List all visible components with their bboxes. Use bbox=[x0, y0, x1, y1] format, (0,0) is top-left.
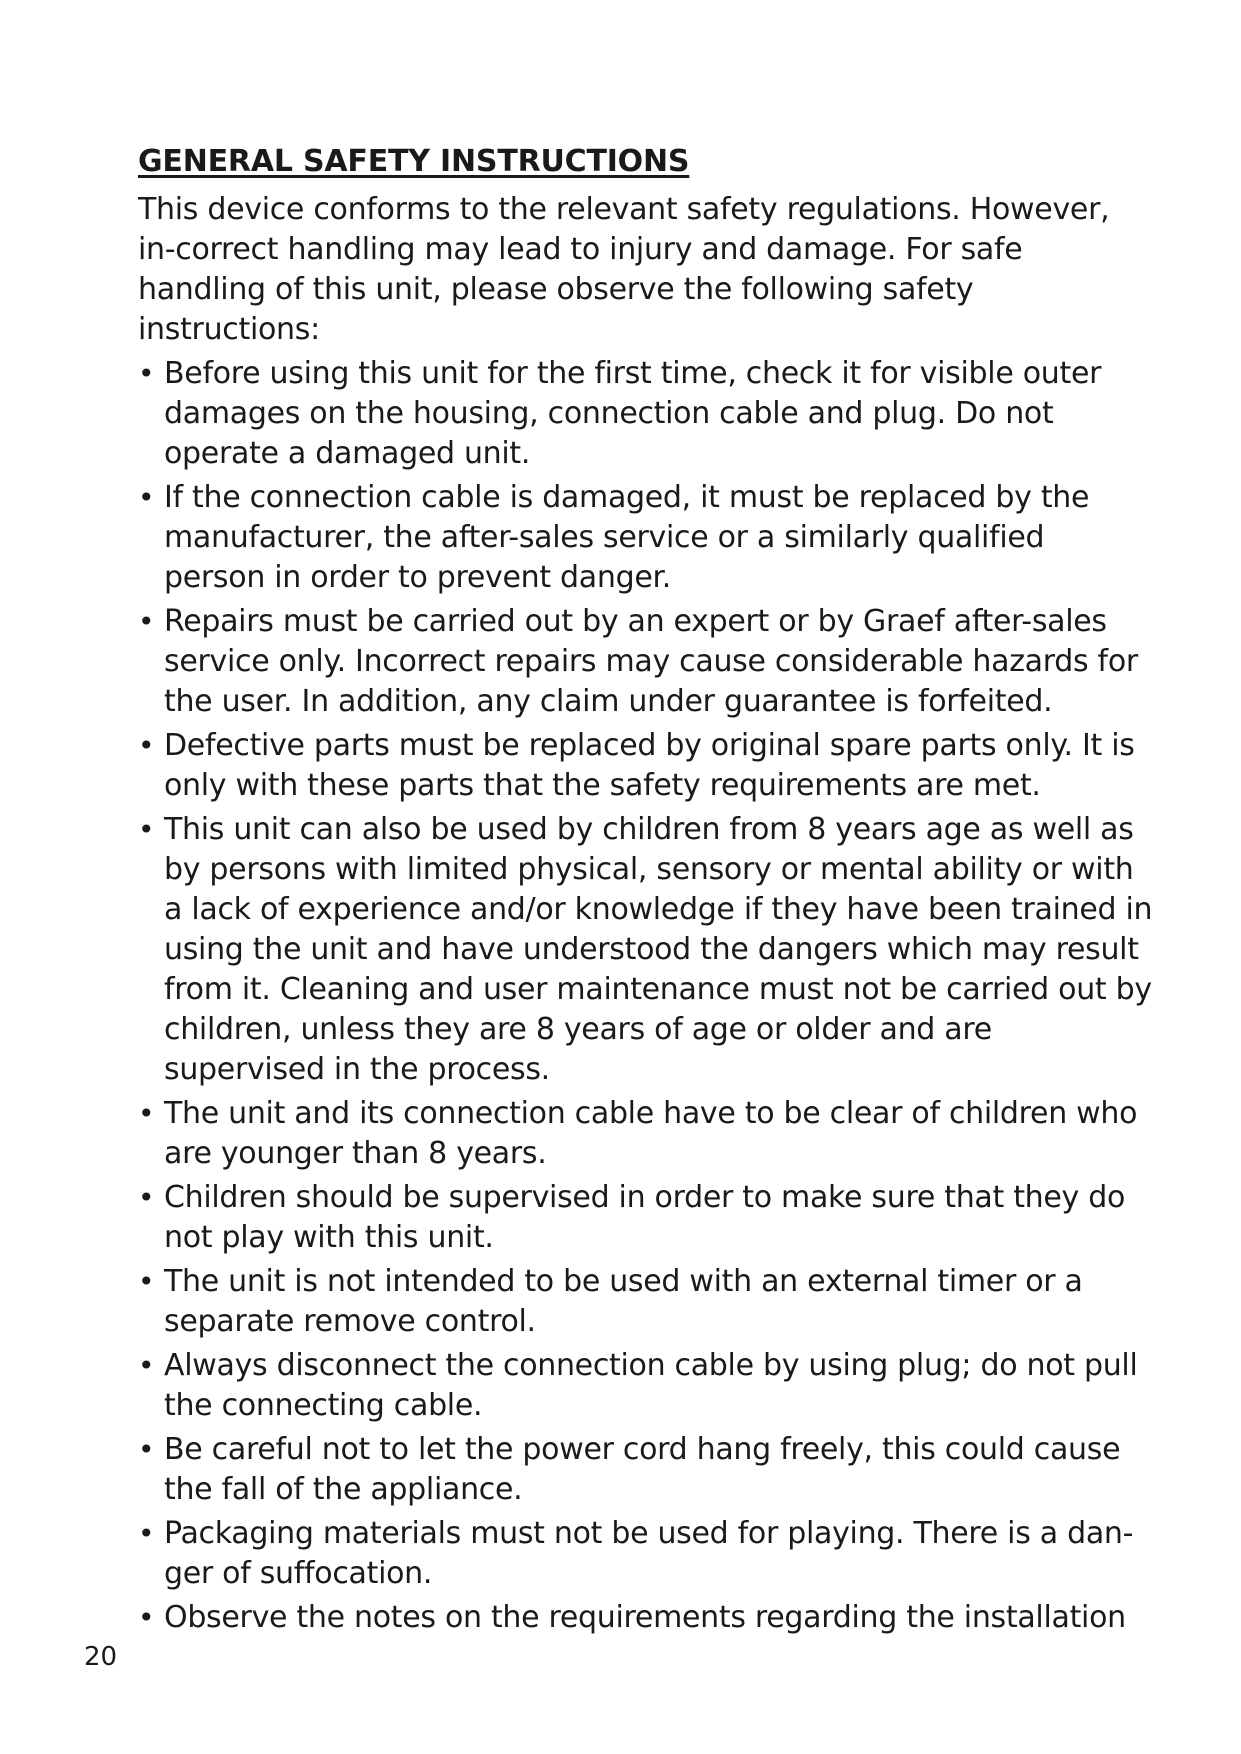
list-item-text: Repairs must be carried out by an expert or by Graef after-sales service only. Incorrect repairs may cause considerable hazards for the user. In addition, any claim under guarantee is forfeited. bbox=[164, 604, 1138, 719]
list-item-text: The unit and its connection cable have to be clear of children who are younger than 8 years. bbox=[164, 1096, 1138, 1171]
list-item bbox=[138, 1598, 1154, 1638]
bullet-icon: • bbox=[138, 1601, 155, 1634]
list-item-text: Defective parts must be replaced by original spare parts only. It is only with these parts that the safety requirements are met. bbox=[164, 728, 1135, 803]
list-item bbox=[138, 354, 1154, 474]
list-item bbox=[138, 602, 1154, 722]
list-item bbox=[138, 810, 1154, 1090]
list-item-text: Before using this unit for the first time, check it for visible outer damages on the housing, connection cable and plug. Do not operate a damaged unit. bbox=[164, 356, 1102, 471]
list-item-text: Be careful not to let the power cord hang freely, this could cause the fall of the appliance. bbox=[164, 1432, 1121, 1507]
bullet-icon: • bbox=[138, 1517, 155, 1550]
safety-instructions-list bbox=[138, 354, 1153, 1638]
list-item bbox=[138, 478, 1154, 598]
page-number: 20 bbox=[84, 1642, 118, 1672]
list-item bbox=[138, 1430, 1154, 1510]
list-item-text: The unit is not intended to be used with an external timer or a separate remove control. bbox=[164, 1264, 1083, 1339]
section-title: GENERAL SAFETY INSTRUCTIONS bbox=[138, 144, 690, 179]
bullet-icon: • bbox=[138, 481, 155, 514]
list-item-text: Children should be supervised in order to make sure that they do not play with this unit. bbox=[164, 1180, 1126, 1255]
list-item-text: This unit can also be used by children from 8 years age as well as by persons with limited physical, sensory or mental ability or with a lack of experience and/or knowledge if they have been trained in using the unit and have understood the dangers which may result from it. Cleaning and user maintenance must not be carried out by children, unless they are 8 years of age or older and are supervised in the process. bbox=[164, 812, 1153, 1087]
bullet-icon: • bbox=[138, 1265, 155, 1298]
bullet-icon: • bbox=[138, 1181, 155, 1214]
bullet-icon: • bbox=[138, 1097, 155, 1130]
list-item bbox=[138, 1094, 1154, 1174]
intro-paragraph: This device conforms to the relevant safety regulations. However, in-correct handling may lead to injury and damage. For safe handling of this unit, please observe the following safety instructions: bbox=[138, 192, 1110, 347]
bullet-icon: • bbox=[138, 1349, 155, 1382]
page-content bbox=[138, 140, 1153, 1642]
list-item bbox=[138, 1178, 1154, 1258]
list-item bbox=[138, 726, 1154, 806]
bullet-icon: • bbox=[138, 1433, 155, 1466]
list-item-text: If the connection cable is damaged, it must be replaced by the manufacturer, the after-sales service or a similarly qualified person in order to prevent danger. bbox=[164, 480, 1090, 595]
bullet-icon: • bbox=[138, 605, 155, 638]
list-item-text: Always disconnect the connection cable by using plug; do not pull the connecting cable. bbox=[164, 1348, 1138, 1423]
bullet-icon: • bbox=[138, 813, 155, 846]
list-item-text: Observe the notes on the requirements regarding the installation bbox=[164, 1600, 1126, 1635]
bullet-icon: • bbox=[138, 357, 155, 390]
list-item bbox=[138, 1262, 1154, 1342]
list-item-text: Packaging materials must not be used for playing. There is a dan-ger of suffocation. bbox=[164, 1516, 1134, 1591]
bullet-icon: • bbox=[138, 729, 155, 762]
list-item bbox=[138, 1346, 1154, 1426]
list-item bbox=[138, 1514, 1154, 1594]
